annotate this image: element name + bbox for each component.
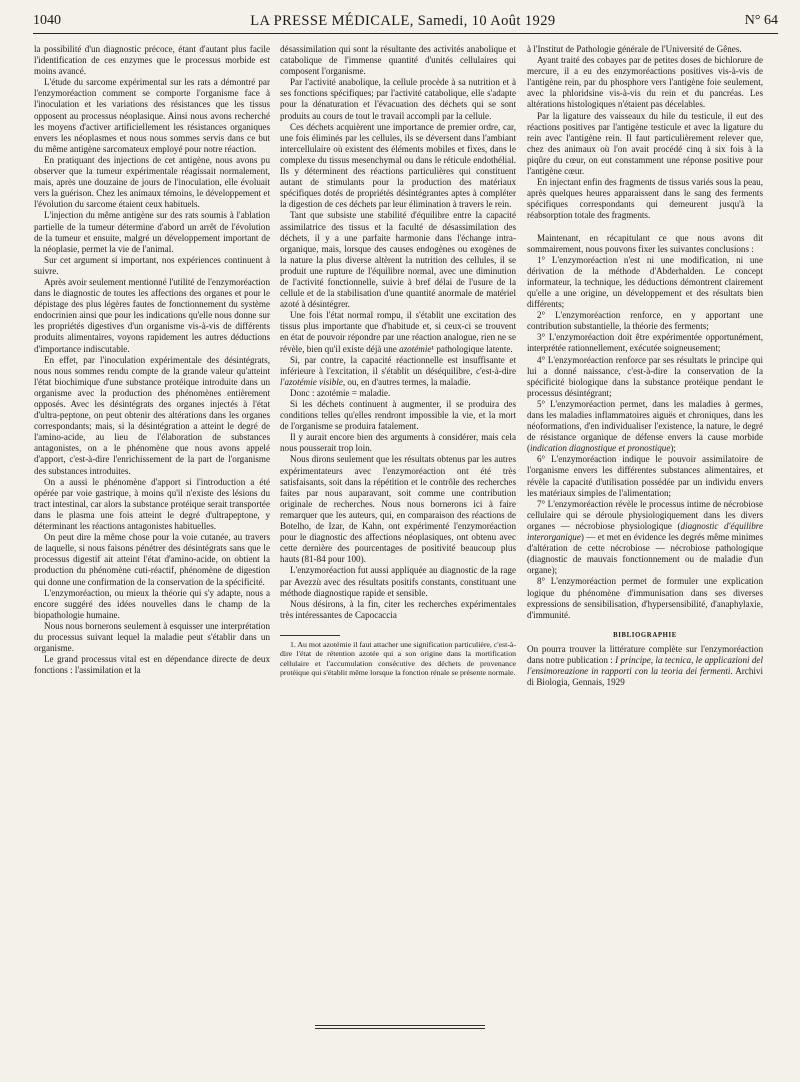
paragraph: désassimilation qui sont la résultante des activités anabolique et catabolique de l'immense quantité d'unités cellulaires qui composent l'organisme. bbox=[280, 44, 516, 77]
footnote: 1. Au mot azotémie il faut attacher une signification particulière, c'est-à-dire l'état de rétention azotée qui a son origine dans la mortification cellulaire et l'accumulation consécutive des déchets de provenance protéique qui s'établit même lorsque la fonction rénale se présente normale. bbox=[280, 639, 516, 678]
bibliography-heading: BIBLIOGRAPHIE bbox=[613, 631, 677, 639]
journal-title: LA PRESSE MÉDICALE, Samedi, 10 Août 1929 bbox=[250, 12, 556, 29]
bibliography-text-after: . Archivi di Biologia, Gennais, 1929 bbox=[527, 666, 763, 688]
paragraph: 5° L'enzymoréaction permet, dans les maladies à germes, dans les maladies inflammatoires aiguës et chroniques, dans les néoformations, d'en individualiser l'existence, la nature, le degré de résistance organique de défense envers la cause morbide (indication diagnostique et pronostique); bbox=[527, 398, 763, 454]
bibliography-text bbox=[527, 644, 763, 688]
paragraph: Si les déchets continuent à augmenter, il se produira des conditions telles qu'elles rendront impossible la vie, et la mort de l'organisme se produira fatalement. bbox=[280, 399, 516, 432]
paragraph: Une fois l'état normal rompu, il s'établit une excitation des tissus plus importante que d'habitude et, si ceux-ci se trouvent en état de pouvoir répondre par une réaction analogue, rien ne se révèle, bien qu'il existe déjà une azotémie¹ pathologique latente. bbox=[280, 310, 516, 354]
paragraph: L'injection du même antigène sur des rats soumis à l'ablation partielle de la tumeur détermine d'abord un arrêt de l'évolution de la tumeur et ensuite, malgré un développement important de la néoplasie, permet la vie de l'animal. bbox=[34, 210, 270, 254]
column-2 bbox=[280, 44, 516, 678]
paragraph: Ayant traité des cobayes par de petites doses de bichlorure de mercure, il a eu des enzymoréactions positives vis-à-vis de l'antigène rein, par du phosphore vers l'antigène foie seulement, avec la phloridsine vis-à-vis du rein et du pancréas. Les altérations histologiques n'étaient pas décelables. bbox=[527, 55, 763, 110]
paragraph: 7° L'enzymoréaction révèle le processus intime de nécrobiose cellulaire qui se déroule physiologiquement dans les divers organes — nécrobiose physiologique (diagnostic d'équilibre interorganique) — et met en évidence les degrés même minimes d'altération de cette nécrobiose — nécrobiose pathologique (diagnostic de mauvais fonctionnement ou de maladie d'un organe); bbox=[527, 498, 763, 576]
paragraph: Si, par contre, la capacité réactionnelle est insuffisante et inférieure à l'excitation, il s'établit un déséquilibre, c'est-à-dire l'azotémie visible, ou, en d'autres termes, la maladie. bbox=[280, 354, 516, 387]
paragraph: Le grand processus vital est en dépendance directe de deux fonctions : l'assimilation et la bbox=[34, 654, 270, 676]
page-header bbox=[33, 9, 778, 34]
paragraph: Tant que subsiste une stabilité d'équilibre entre la capacité assimilatrice des tissus et la faculté de désassimilation des déchets, il y a une parfaite harmonie dans l'échange intra-organique, mais, lorsque des causes endogènes ou exogènes de la nature la plus diverse altèrent la nutrition des cellules, il se produit une rupture de l'équilibre normal, avec une diminution de l'activité fonctionnelle, suivie à bref délai de l'usure de la cellule et de la stabilisation d'une quantité anormale de matériel azoté à désintégrer. bbox=[280, 210, 516, 310]
paragraph: 8° L'enzymoréaction permet de formuler une explication logique du phénomène d'immunisation dans ses diverses expressions de sensibilisation, d'hypersensibilité, d'anaphylaxie, d'immunité. bbox=[527, 576, 763, 620]
bottom-rule-double bbox=[315, 1028, 485, 1029]
paragraph: 3° L'enzymoréaction doit être expérimentée opportunément, interprétée rationnellement, exécutée soigneusement; bbox=[527, 332, 763, 354]
paragraph: L'enzymoréaction fut aussi appliquée au diagnostic de la rage par Avezzù avec des résultats positifs constants, constituant une méthode diagnostique rapide et sensible. bbox=[280, 565, 516, 598]
paragraph: Nous désirons, à la fin, citer les recherches expérimentales très intéressantes de Capocaccia bbox=[280, 598, 516, 620]
paragraph: Sur cet argument si important, nos expériences continuent à suivre. bbox=[34, 254, 270, 276]
paragraph: Maintenant, en récapitulant ce que nous avons dit sommairement, nous pouvons fixer les suivantes conclusions : bbox=[527, 232, 763, 254]
column-3 bbox=[527, 44, 763, 688]
paragraph: Par l'activité anabolique, la cellule procède à sa nutrition et à ses fonctions spécifiques; par l'activité catabolique, elle s'adapte pour la dénaturation et l'évacuation des déchets qui se sont produits au cours de tout le travail accompli par la cellule. bbox=[280, 77, 516, 121]
column-2-body bbox=[280, 44, 516, 621]
paragraph: En effet, par l'inoculation expérimentale des désintégrats, nous nous sommes rendu compte de la grande valeur qu'atteint l'état biochimique d'une substance protéique introduite dans un organisme avec la production des phénomènes entièrement opposés. Avec les désintégrats des organes injectés à l'état d'ultra-peptone, on peut obtenir des altérations dans les organes correspondants; mais, si la désintégration a atteint le degré de l'amino-acide, au lieu de l'élaboration de substances antagonistes, on a le phénomène que nous avons appelé d'apport, c'est-à-dire l'enrichissement de la part de l'organisme des substances introduites. bbox=[34, 354, 270, 476]
paragraph: Ces déchets acquièrent une importance de premier ordre, car, une fois éliminés par les cellules, ils se déversent dans l'ambiant intercellulaire où existent des éléments mobiles et fixes, dans le complexe du tissus mesenchymal ou dans le réticule endothélial. Ils y déterminent des réactions particulières qui constituent autant de stimulants pour la production des matériaux spécifiques dotés de propriétés désintégrantes aptes à compléter la digestion de ces déchets par leur élimination à travers le rein. bbox=[280, 121, 516, 210]
paragraph: à l'Institut de Pathologie générale de l'Université de Gênes. bbox=[527, 44, 742, 54]
footnote-rule bbox=[280, 635, 340, 636]
paragraph: L'étude du sarcome expérimental sur les rats a démontré par l'enzymoréaction comment se comporte l'organisme face à l'inoculation et les variations des résistances que les tissus opposent au processus néoplasique. Ainsi nous avons recherché les moyens d'activer artificiellement les résistances organiques envers les néoplasmes et nous nous sommes servis dans ce but du même antigène sarcomateux employé pour notre réaction. bbox=[34, 77, 270, 154]
bottom-rule bbox=[315, 1025, 485, 1026]
paragraph: On a aussi le phénomène d'apport si l'introduction a été opérée par voie gastrique, à moins qu'il n'existe des lésions du tract intestinal, car alors la substance protéique serait transportée dans le plasma une fois atteint le degré d'ultrapeptone, y déterminant les réactions antagonistes habituelles. bbox=[34, 476, 270, 532]
paragraph: la possibilité d'un diagnostic précoce, étant d'autant plus facile l'identification de ces enzymes que le processus morbide est moins avancé. bbox=[34, 44, 270, 77]
paragraph: 4° L'enzymoréaction renforce par ses résultats le principe qui lui a donné naissance, c'est-à-dire la conservation de la spécificité biologique dans la substance protéique pendant le processus désintégrant; bbox=[527, 354, 763, 398]
paragraph: Nous nous bornerons seulement à esquisser une interprétation du processus suivant lequel la maladie peut s'établir dans un organisme. bbox=[34, 620, 270, 654]
paragraph: Donc : azotémie = maladie. bbox=[290, 387, 391, 398]
bibliography-text-before: On pourra trouver la littérature complète sur l'enzymoréaction dans notre publication : bbox=[527, 643, 763, 665]
paragraph: 6° L'enzymoréaction indique le pouvoir assimilatoire de l'organisme envers les différentes substances alimentaires, et révèle la capacité d'utilisation possédée par un individu envers les matériaux simples de l'alimentation; bbox=[527, 454, 763, 498]
paragraph: En injectant enfin des fragments de tissus variés sous la peau, après quelques heures apparaissent dans le sang des ferments spécifiques correspondants qui demeurent jusqu'à la réabsorption totale des fragments. bbox=[527, 177, 763, 221]
paragraph: 1° L'enzymoréaction n'est ni une modification, ni une dérivation de la méthode d'Abderhalden. Le concept informateur, la technique, les déductions démontrent clairement qu'elle a une origine, un développement et des résultats bien différents; bbox=[527, 254, 763, 310]
paragraph: En pratiquant des injections de cet antigène, nous avons pu observer que la tumeur expérimentale réagissait normalement, mais, après une douzaine de jours de l'inoculation, elle évoluait vers la guérison. Chez les animaux témoins, le développement et l'évolution du sarcome étaient ceux habituels. bbox=[34, 154, 270, 210]
paragraph: 2° L'enzymoréaction renforce, en y apportant une contribution substantielle, la théorie des ferments; bbox=[527, 310, 763, 332]
paragraph: Par la ligature des vaisseaux du hile du testicule, il eut des réactions positives par l'antigène testicule et avec la ligature du rein avec l'antigène rein. Il faut particulièrement relever que, chez des animaux où l'on avait procédé cinq à six fois à la piqûre du cœur, on eut constamment une réponse positive pour l'antigène cœur. bbox=[527, 110, 763, 177]
paragraph: Après avoir seulement mentionné l'utilité de l'enzymoréaction dans le diagnostic de toutes les affections des organes et pour le dépistage des plus légères fautes de fonctionnement du système endocrinien ainsi que pour les indications qu'elle nous donne sur les propriétés digestives d'un organisme vis-à-vis de différents produits alimentaires, voyons rapidement les autres déductions d'importance indiscutable. bbox=[34, 276, 270, 354]
column-3-body bbox=[527, 44, 763, 621]
paragraph: On peut dire la même chose pour la voie cutanée, au travers de laquelle, si nous faisons pénétrer des désintégrats sans que le processus digestif ait atteint l'état d'amino-acide, on obtient la production du phénomène cuti-réactif, phénomène de digestion qui donne une confirmation de la conservation de la spécificité. bbox=[34, 532, 270, 587]
paragraph: Nous dirons seulement que les résultats obtenus par les autres expérimentateurs avec l'enzymoréaction ont été très satisfaisants, soit dans la répétition et le contrôle des recherches faites par nous auparavant, soit comme une contribution originale de recherches. Nous nous bornerons ici à faire remarquer que les auteurs, qui, en comparaison des réactions de Botelho, de Izar, de Kahn, ont expérimenté l'enzymoréaction pour le diagnostic des affections néoplasiques, ont obtenu avec cette dernière des pourcentages de positivité beaucoup plus hauts (81-84 pour 100). bbox=[280, 454, 516, 565]
bibliography-title: I principe, la tecnica, le applicazioni del l'ensimoreazione in rapporti con la teoria dei fermenti bbox=[527, 654, 763, 677]
column-1 bbox=[34, 44, 270, 676]
issue-number: N° 64 bbox=[744, 13, 778, 28]
paragraph: Il y aurait encore bien des arguments à considérer, mais cela nous pousserait trop loin. bbox=[280, 432, 516, 454]
paragraph: L'enzymoréaction, ou mieux la théorie qui s'y adapte, nous a encore suggéré des idées nouvelles dans le champ de la biopathologie humaine. bbox=[34, 587, 270, 620]
page-number: 1040 bbox=[33, 13, 61, 28]
